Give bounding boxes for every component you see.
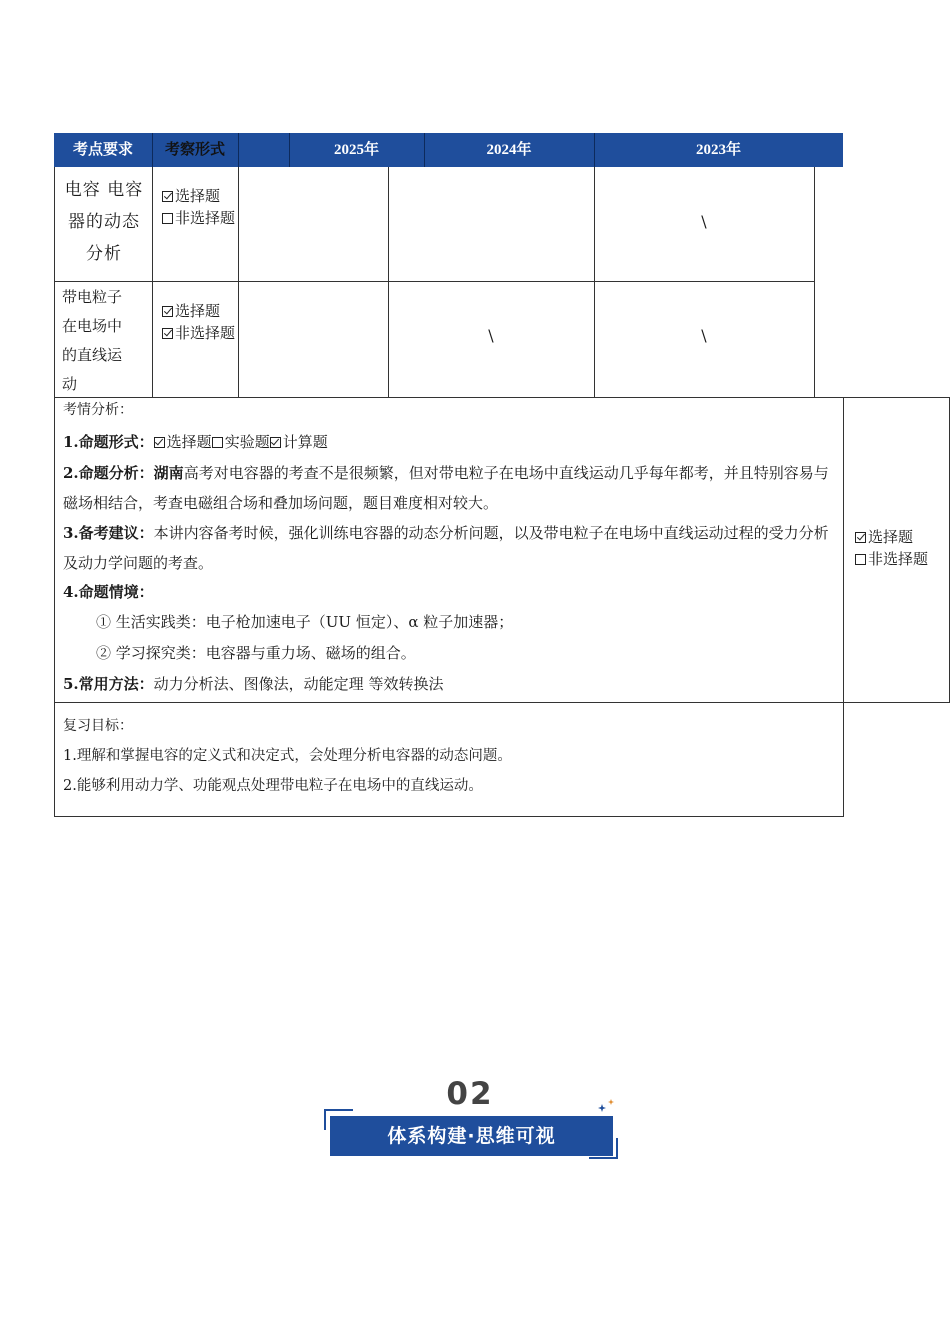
unchecked-box-icon — [855, 554, 866, 565]
row1-opt1: 选择题 — [175, 187, 221, 205]
analysis-region: 湖南 — [153, 464, 184, 482]
section-number: 02 — [446, 1076, 494, 1112]
header-2025: 2025年 — [333, 142, 379, 158]
header-2024: 2024年 — [486, 142, 532, 158]
unchecked-box-icon — [162, 213, 173, 224]
header-topic: 考点要求 — [72, 142, 133, 158]
row1-2023: \ — [701, 212, 707, 231]
analysis-label: 2.命题分析： — [63, 464, 154, 482]
row2-form — [162, 300, 236, 344]
header-2023: 2023年 — [695, 142, 741, 158]
form-opt-experiment: 实验题 — [224, 433, 270, 451]
row1-topic: 电容 电容器的动态分析 — [64, 180, 144, 264]
row1-form — [162, 185, 236, 229]
checked-box-icon — [270, 437, 281, 448]
section-title: 体系构建·思维可视 — [387, 1125, 556, 1147]
checked-box-icon — [162, 306, 173, 317]
checked-box-icon — [162, 328, 173, 339]
goals-item-1: 1.理解和掌握电容的定义式和决定式，会处理分析电容器的动态问题。 — [63, 748, 512, 764]
form-opt-choice: 选择题 — [166, 433, 212, 451]
checked-box-icon — [154, 437, 165, 448]
method-text: 动力分析法、图像法，动能定理 等效转换法 — [153, 675, 444, 693]
checked-box-icon — [162, 191, 173, 202]
side-opt2: 非选择题 — [868, 550, 929, 568]
method-label: 5.常用方法： — [63, 675, 154, 693]
advice-label: 3.备考建议： — [63, 524, 154, 542]
context-item-2: ② 学习探究类：电容器与重力场、磁场的组合。 — [96, 644, 416, 662]
advice-text: 本讲内容备考时候，强化训练电容器的动态分析问题，以及带电粒子在电场中直线运动过程的受力分析及动力学问题的考查。 — [63, 524, 829, 572]
form-opt-calc: 计算题 — [282, 433, 328, 451]
row2-2023: \ — [701, 326, 707, 345]
header-form: 考察形式 — [164, 142, 225, 158]
analysis-paragraph — [63, 458, 835, 518]
row1-opt2: 非选择题 — [175, 209, 236, 227]
advice-paragraph — [63, 518, 835, 578]
context-label: 4.命题情境： — [63, 583, 154, 601]
checked-box-icon — [855, 532, 866, 543]
unchecked-box-icon — [212, 437, 223, 448]
form-label: 1.命题形式： — [63, 433, 154, 451]
side-opt1: 选择题 — [868, 528, 914, 546]
analysis-title: 考情分析： — [63, 402, 133, 418]
sparkle-icon — [596, 1098, 618, 1116]
row2-2024: \ — [488, 326, 494, 345]
context-item-1: ① 生活实践类：电子枪加速电子（UU 恒定）、α 粒子加速器； — [96, 613, 514, 631]
goals-item-2: 2.能够利用动力学、功能观点处理带电粒子在电场中的直线运动。 — [63, 778, 483, 794]
method-line — [63, 669, 835, 699]
goals-title: 复习目标： — [63, 718, 133, 734]
row2-topic: 带电粒子在电场中的直线运动 — [62, 288, 123, 393]
analysis-text: 高考对电容器的考查不是很频繁，但对带电粒子在电场中直线运动几乎每年都考，并且特别容易与磁场相结合，考查电磁组合场和叠加场问题，题目难度相对较大。 — [63, 464, 829, 512]
row2-opt2: 非选择题 — [175, 324, 236, 342]
analysis-side-options — [855, 526, 947, 570]
row2-opt1: 选择题 — [175, 302, 221, 320]
analysis-form-line — [63, 427, 833, 457]
